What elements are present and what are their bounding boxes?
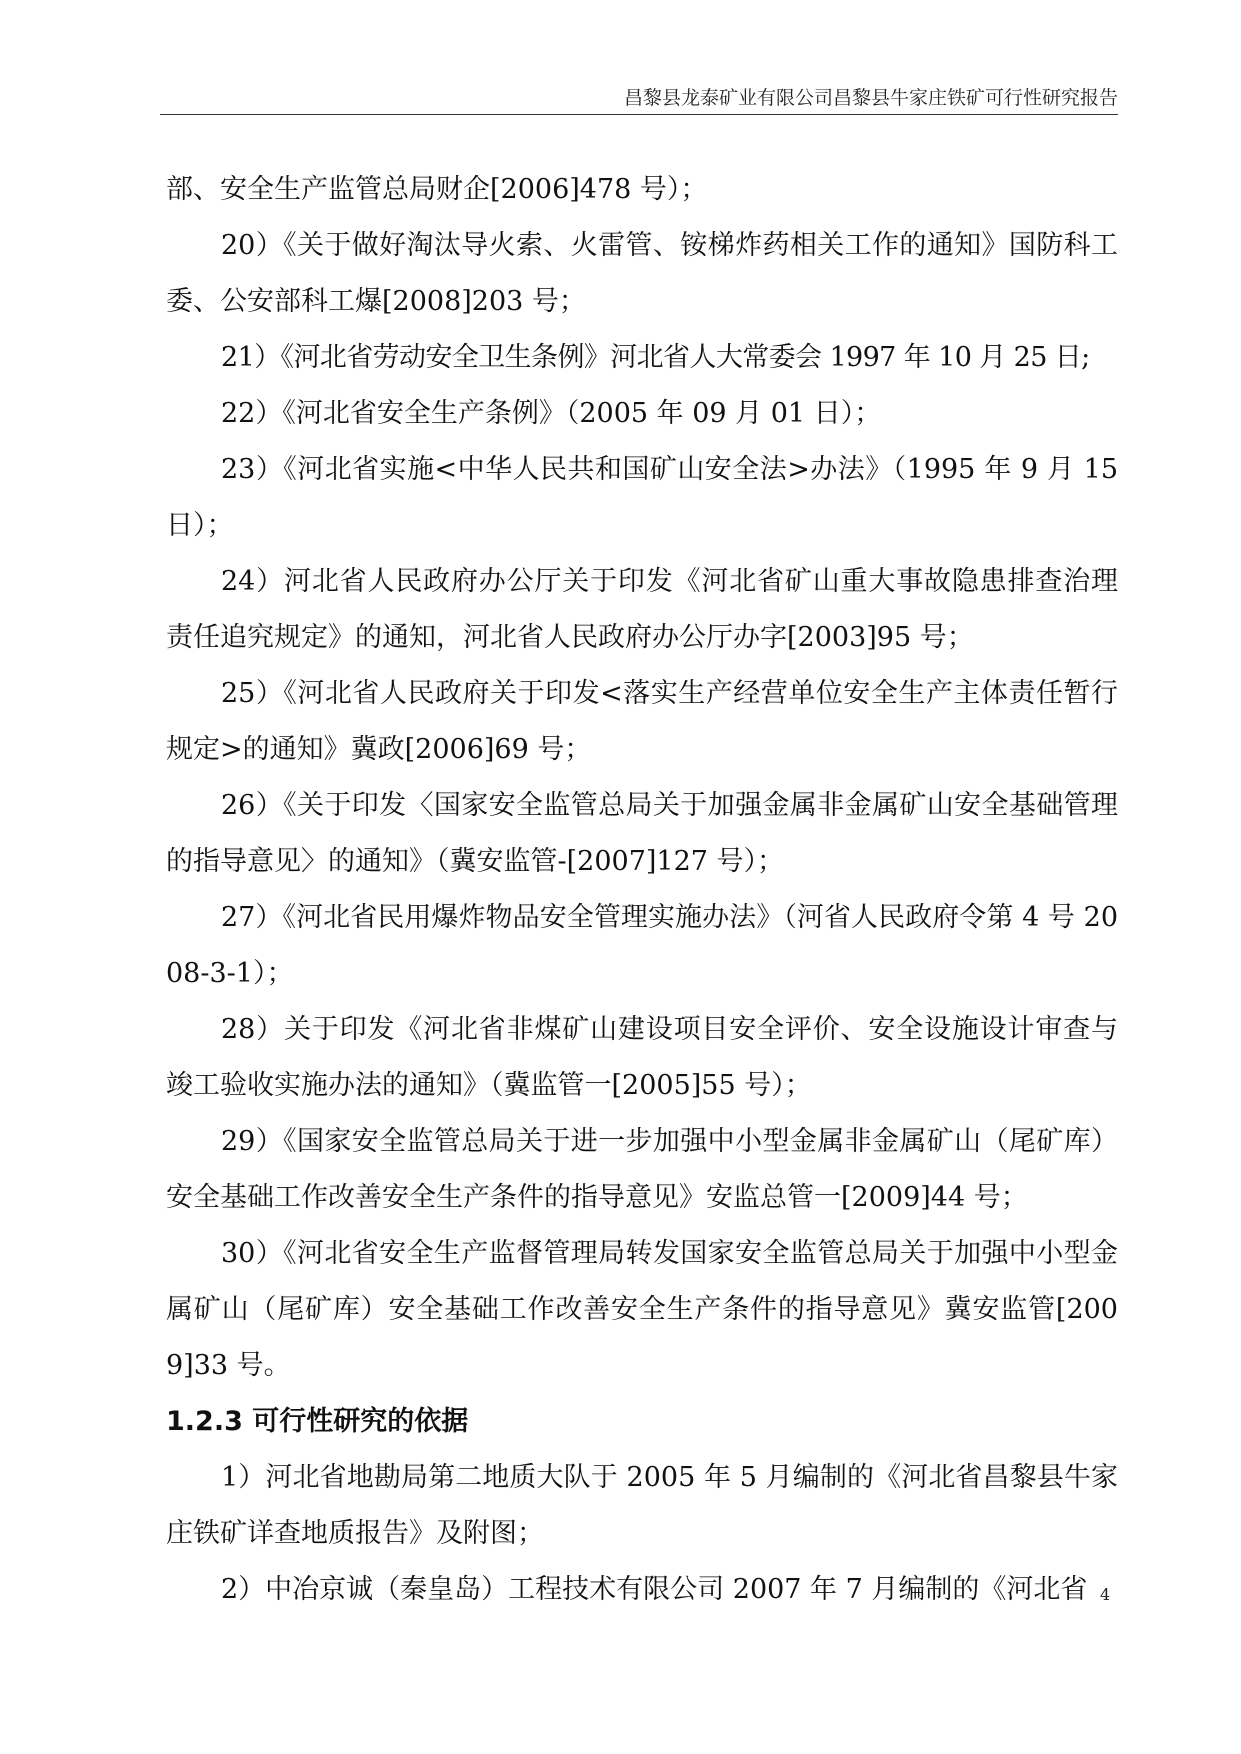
paragraph-item-26: 26）《关于印发〈国家安全监管总局关于加强金属非金属矿山安全基础管理的指导意见〉的通知》（冀安监管-[2007]127 号）；	[166, 790, 1118, 877]
basis-item-2: 2）中冶京诚（秦皇岛）工程技术有限公司 2007 年 7 月编制的《河北省	[221, 1574, 1088, 1605]
paragraph-item-25: 25）《河北省人民政府关于印发<落实生产经营单位安全生产主体责任暂行规定>的通知》冀政[2006]69 号；	[166, 678, 1118, 765]
paragraph-item-24: 24）河北省人民政府办公厅关于印发《河北省矿山重大事故隐患排查治理责任追究规定》的通知，河北省人民政府办公厅办字[2003]95 号；	[166, 566, 1118, 653]
paragraph-item-23: 23）《河北省实施<中华人民共和国矿山安全法>办法》（1995 年 9 月 15 日）；	[166, 454, 1118, 541]
section-heading: 1.2.3 可行性研究的依据	[166, 1406, 469, 1437]
paragraph-item-29: 29）《国家安全监管总局关于进一步加强中小型金属非金属矿山（尾矿库）安全基础工作改善安全生产条件的指导意见》安监总管一[2009]44 号；	[166, 1126, 1118, 1213]
page-number: 4	[1100, 1585, 1111, 1604]
header-rule	[160, 114, 1118, 115]
running-header: 昌黎县龙泰矿业有限公司昌黎县牛家庄铁矿可行性研究报告	[623, 87, 1118, 109]
document-body	[166, 162, 1118, 1618]
paragraph-item-22: 22）《河北省安全生产条例》（2005 年 09 月 01 日）；	[221, 398, 882, 429]
paragraph-item-20: 20）《关于做好淘汰导火索、火雷管、铵梯炸药相关工作的通知》国防科工委、公安部科工爆[2008]203 号；	[166, 230, 1118, 317]
basis-item-1: 1）河北省地勘局第二地质大队于 2005 年 5 月编制的《河北省昌黎县牛家庄铁矿详查地质报告》及附图；	[166, 1462, 1118, 1549]
paragraph-item-21: 21）《河北省劳动安全卫生条例》河北省人大常委会 1997 年 10 月 25 日;	[221, 342, 1090, 373]
paragraph-continuation: 部、安全生产监管总局财企[2006]478 号）；	[166, 174, 708, 205]
paragraph-item-27: 27）《河北省民用爆炸物品安全管理实施办法》（河省人民政府令第 4 号 2008-3-1）；	[166, 902, 1118, 989]
paragraph-item-28: 28）关于印发《河北省非煤矿山建设项目安全评价、安全设施设计审查与竣工验收实施办法的通知》（冀监管一[2005]55 号）；	[166, 1014, 1118, 1101]
paragraph-item-30: 30）《河北省安全生产监督管理局转发国家安全监管总局关于加强中小型金属矿山（尾矿库）安全基础工作改善安全生产条件的指导意见》冀安监管[2009]33 号。	[166, 1238, 1118, 1381]
